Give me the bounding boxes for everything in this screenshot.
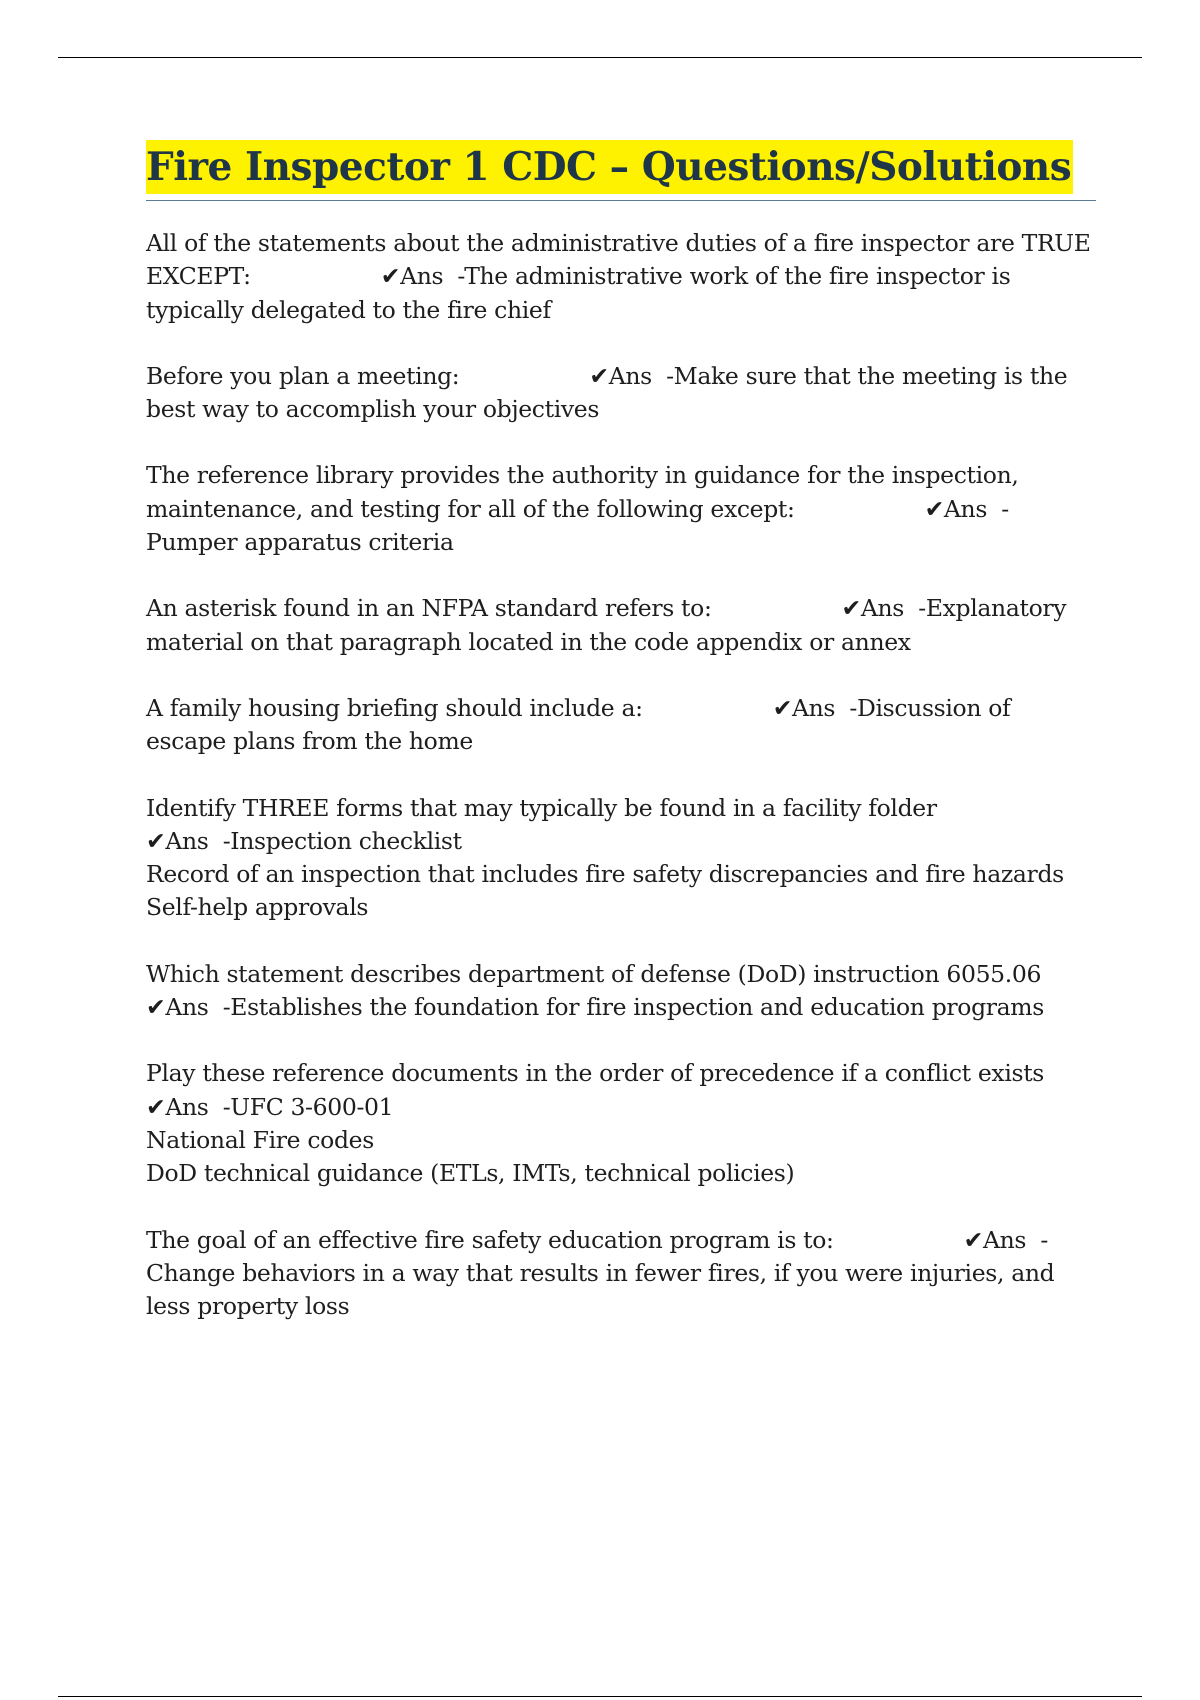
answer-prefix: ✔Ans -	[146, 993, 231, 1022]
answer-4: Explanatory material on that paragraph located in the code appendix or annex	[146, 594, 1067, 656]
question-8: Play these reference documents in the order of precedence if a conflict exists	[146, 1059, 1045, 1088]
question-3: The reference library provides the authority in guidance for the inspection, maintenance, and testing for all of the following except:	[146, 461, 1019, 523]
answer-2: Make sure that the meeting is the best way to accomplish your objectives	[146, 361, 1068, 424]
title-block	[146, 140, 1096, 201]
answer-prefix: ✔Ans -	[772, 693, 857, 722]
qa-item-4	[146, 592, 1096, 659]
page-top-rule	[58, 57, 1142, 58]
answer-prefix: ✔Ans -	[963, 1225, 1048, 1254]
document-title: Fire Inspector 1 CDC – Questions/Solutions	[146, 140, 1073, 194]
answer-7: Establishes the foundation for fire inspection and education programs	[230, 993, 1044, 1022]
question-6: Identify THREE forms that may typically be found in a facility folder	[146, 793, 937, 822]
answer-5: Discussion of escape plans from the home	[146, 693, 1011, 756]
answer-8-line-3: DoD technical guidance (ETLs, IMTs, technical policies)	[146, 1159, 795, 1188]
question-4: An asterisk found in an NFPA standard refers to:	[146, 594, 712, 623]
answer-8-line-2: National Fire codes	[146, 1125, 374, 1154]
answer-9: Change behaviors in a way that results in fewer fires, if you were injuries, and less property loss	[146, 1258, 1055, 1321]
question-7: Which statement describes department of defense (DoD) instruction 6055.06	[146, 959, 1042, 988]
qa-item-7	[146, 958, 1096, 1025]
qa-item-3	[146, 459, 1096, 559]
answer-prefix: ✔Ans -	[924, 494, 1009, 523]
answer-1: The administrative work of the fire inspector is typically delegated to the fire chief	[146, 262, 1011, 324]
answer-prefix: ✔Ans -	[146, 1092, 231, 1121]
question-1: All of the statements about the administrative duties of a fire inspector are TRUE EXCEPT:	[146, 229, 1091, 291]
answer-8-line-1	[146, 1091, 1096, 1124]
answer-prefix: ✔Ans -	[841, 594, 926, 623]
answer-6-text-1: Inspection checklist	[230, 826, 462, 855]
answer-3: Pumper apparatus criteria	[146, 528, 454, 557]
qa-item-5	[146, 692, 1096, 759]
answer-6-line-3: Self-help approvals	[146, 893, 369, 922]
answer-6-line-1	[146, 825, 1096, 858]
answer-prefix: ✔Ans -	[589, 361, 674, 390]
answer-prefix: ✔Ans -	[146, 826, 231, 855]
answer-prefix: ✔Ans -	[380, 262, 465, 291]
question-9: The goal of an effective fire safety education program is to:	[146, 1225, 834, 1254]
qa-item-2	[146, 360, 1096, 427]
document-body	[146, 140, 1096, 1356]
qa-item-9	[146, 1224, 1096, 1324]
answer-7-line	[146, 991, 1096, 1024]
question-5: A family housing briefing should include a:	[146, 693, 643, 722]
answer-6-line-2: Record of an inspection that includes fire safety discrepancies and fire hazards	[146, 860, 1064, 889]
qa-item-6	[146, 792, 1096, 925]
question-2: Before you plan a meeting:	[146, 361, 460, 390]
page-bottom-rule	[58, 1696, 1142, 1697]
qa-item-1	[146, 227, 1096, 327]
answer-8-text-1: UFC 3-600-01	[230, 1092, 394, 1121]
qa-item-8	[146, 1057, 1096, 1190]
